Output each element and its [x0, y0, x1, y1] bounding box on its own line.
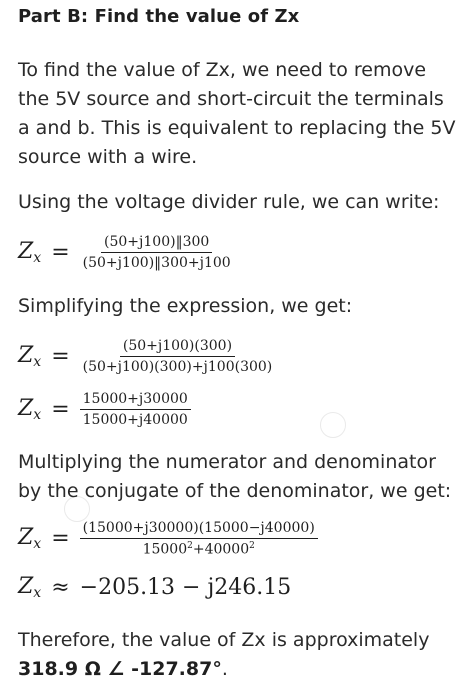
equation-lhs: $Z_x$ [18, 396, 42, 423]
equation-relation: = [51, 344, 70, 369]
equation-5 [18, 574, 291, 601]
fraction-numerator: (50+j100)(300) [120, 338, 235, 357]
equation-relation: = [51, 240, 70, 265]
intro-paragraph: To find the value of Zx, we need to remove the 5V source and short-circuit the terminals a and b. This is equivalent to replacing the 5V source with a wire. [18, 59, 456, 168]
fraction-denominator: (50+j100)‖300+j100 [82, 255, 231, 271]
equation-fraction [80, 391, 191, 428]
conclusion-text: Therefore, the value of Zx is approximately [18, 629, 430, 651]
equation-fraction [80, 338, 276, 375]
equation-relation: = [51, 397, 70, 422]
divider-rule-paragraph: Using the voltage divider rule, we can write: [18, 191, 440, 213]
fraction-denominator: 15000+j40000 [82, 412, 188, 428]
equation-value: −205.13 − j246.15 [79, 575, 292, 600]
equation-3 [18, 391, 191, 428]
equation-fraction [80, 520, 318, 558]
result-period: . [221, 658, 228, 680]
equation-relation: ≈ [51, 575, 70, 600]
equation-relation: = [51, 526, 70, 552]
simplify-paragraph: Simplifying the expression, we get: [18, 295, 353, 317]
equation-lhs: $Z_x$ [18, 343, 42, 370]
equation-4 [18, 520, 318, 558]
equation-lhs: $Z_x$ [18, 574, 42, 601]
equation-lhs: $Z_x$ [18, 239, 42, 266]
fraction-numerator: 15000+j30000 [80, 391, 191, 410]
fraction-denominator: $15000^2+40000^2$ [142, 541, 255, 558]
fraction-numerator: (50+j100)‖300 [101, 234, 212, 253]
conjugate-paragraph: Multiplying the numerator and denominator by the conjugate of the denominator, we get: [18, 451, 452, 502]
fraction-denominator: (50+j100)(300)+j100(300) [82, 359, 273, 375]
equation-2 [18, 338, 275, 375]
equation-fraction [80, 234, 234, 271]
equation-1 [18, 234, 234, 271]
fraction-numerator: (15000+j30000)(15000−j40000) [80, 520, 318, 539]
equation-lhs: $Z_x$ [18, 525, 42, 553]
final-result: 318.9 Ω ∠ -127.87° [18, 658, 222, 680]
conclusion-paragraph [18, 626, 460, 684]
faint-circle-mark [320, 412, 346, 438]
page-heading: Part B: Find the value of Zx [18, 6, 300, 27]
